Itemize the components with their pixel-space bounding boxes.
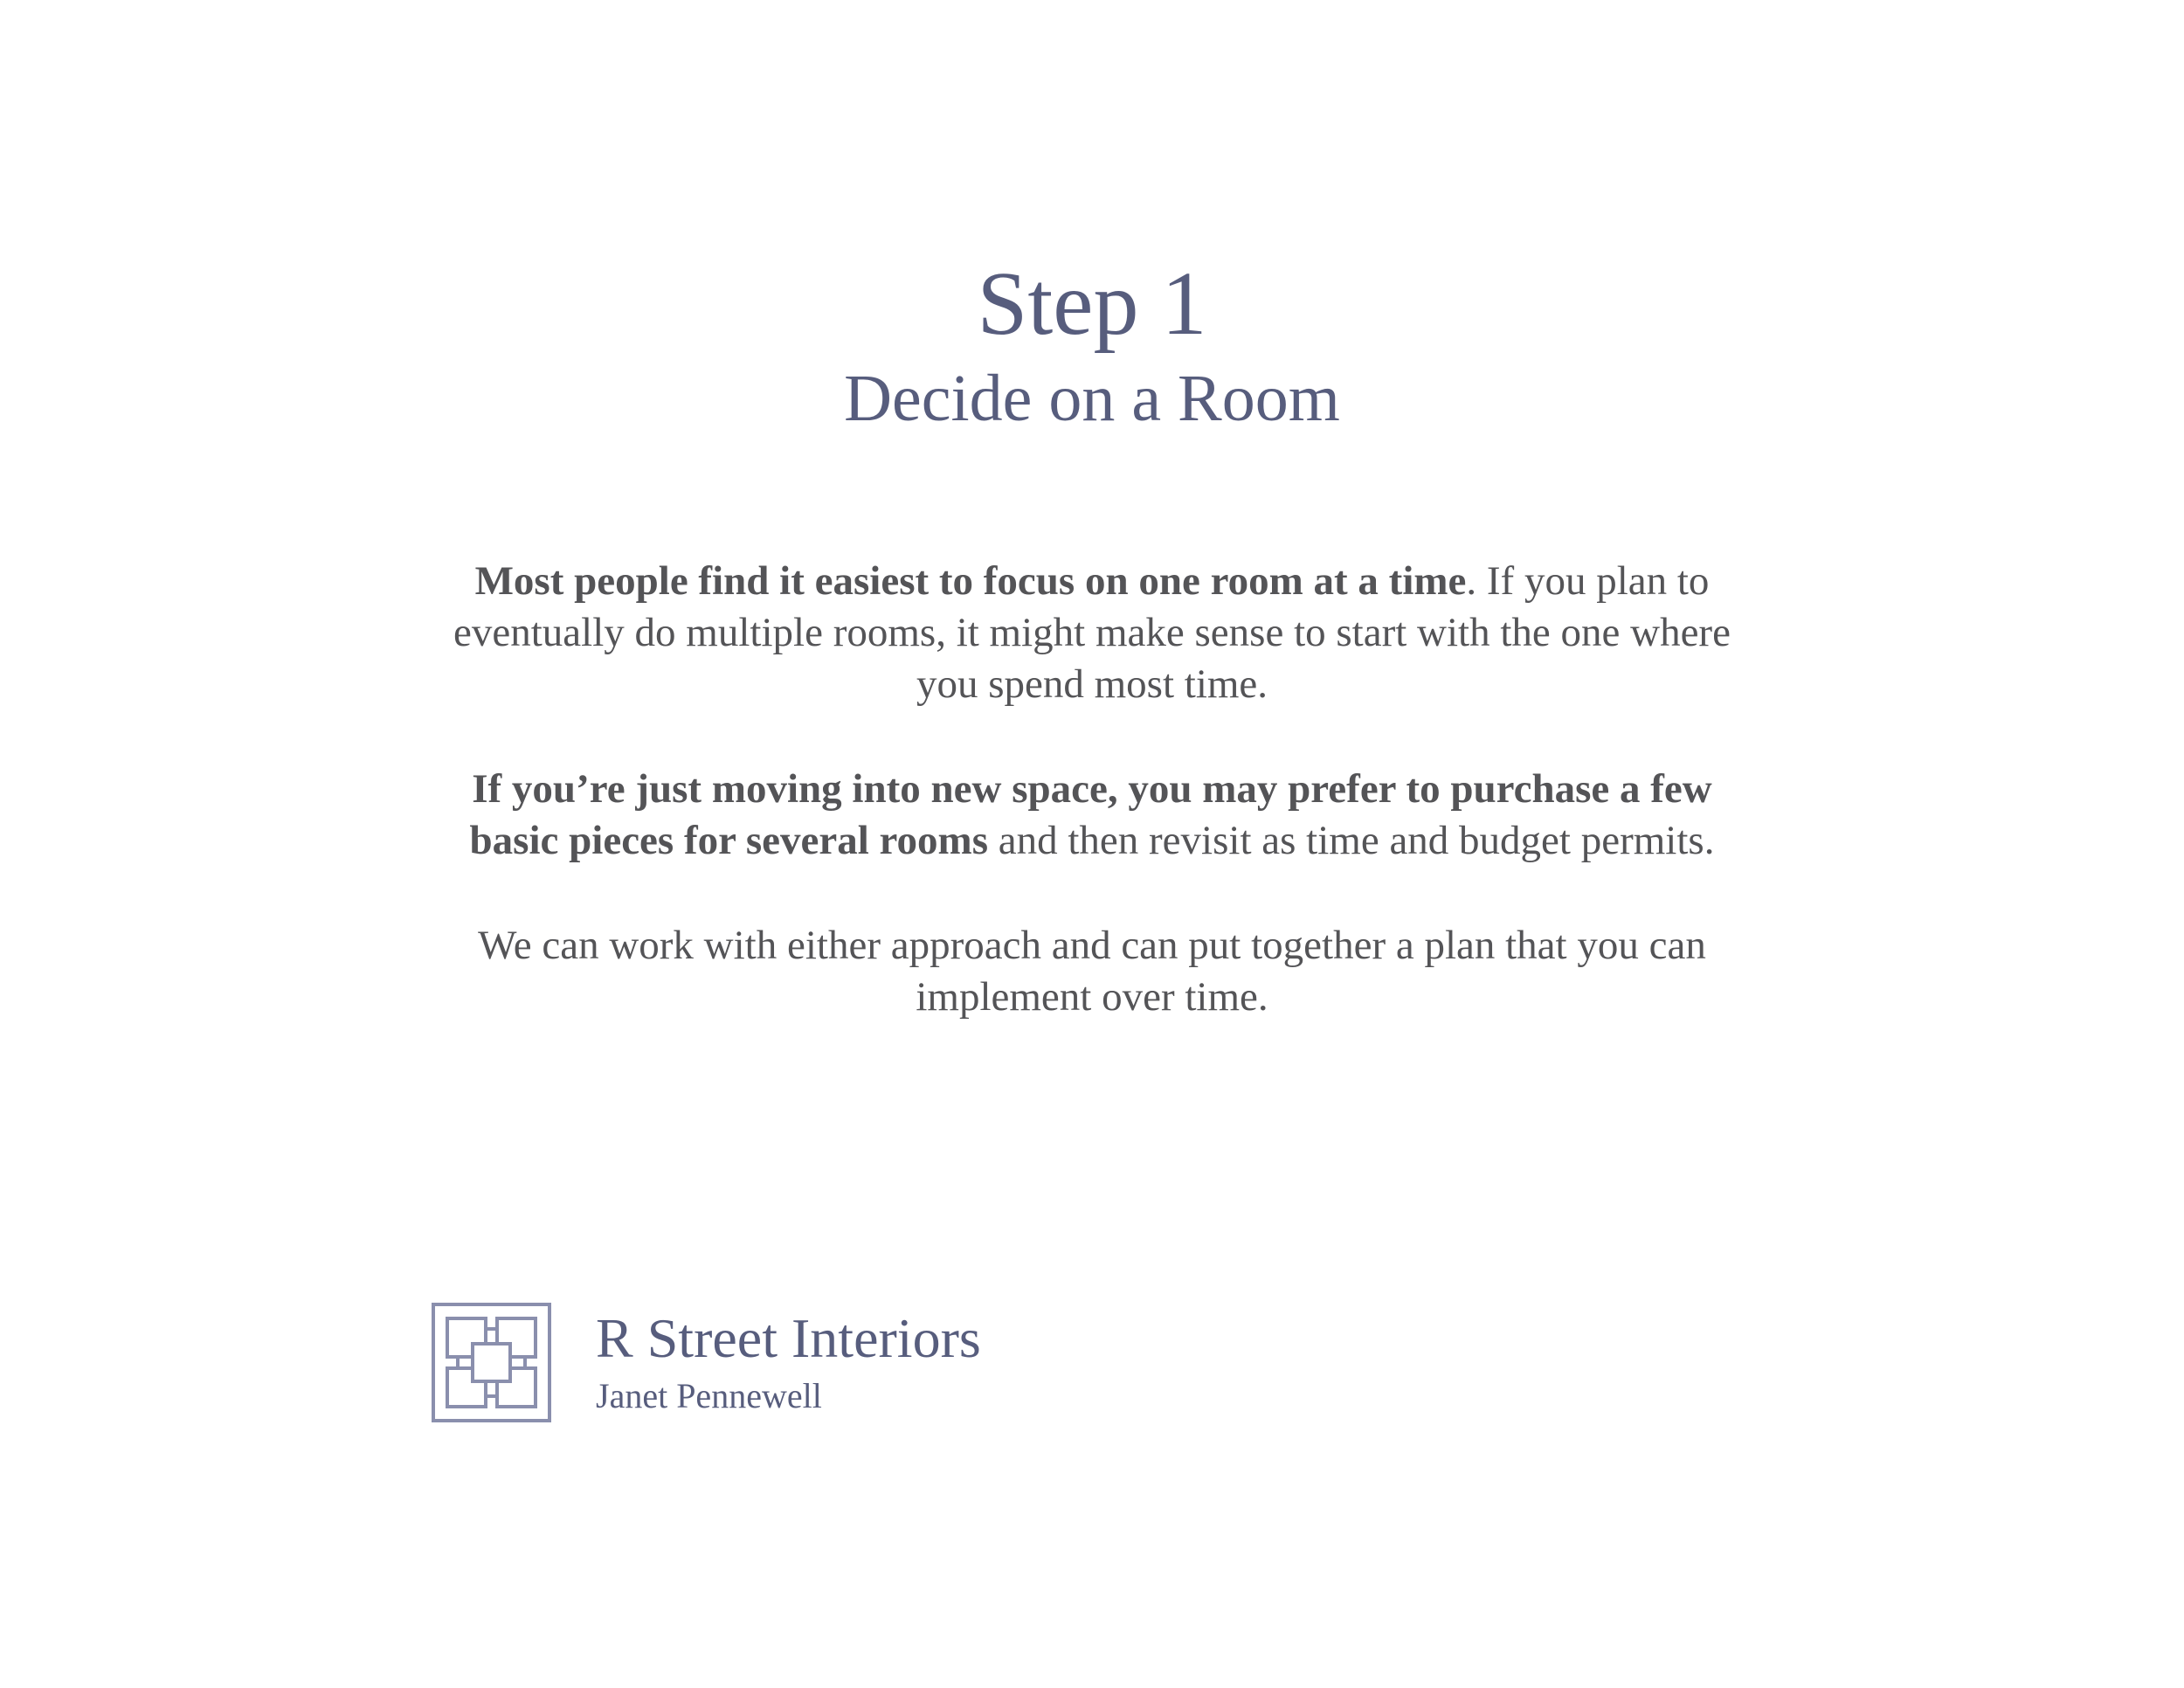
- paragraph-3: We can work with either approach and can put together a plan that you can implement over time.: [478, 923, 1706, 1020]
- paragraph-2: [428, 764, 1756, 867]
- brand-person: Janet Pennewell: [596, 1376, 822, 1415]
- interlocking-squares-logo-icon: [432, 1303, 551, 1422]
- paragraph-1-text: . If you plan to eventually do multiple rooms, it might make sense to start with the one where you spend most time.: [453, 558, 1731, 707]
- page-subtitle: Decide on a Room: [844, 362, 1340, 435]
- paragraph-1: [428, 556, 1756, 710]
- paragraph-2-text: and then revisit as time and budget permits.: [988, 818, 1715, 863]
- page-title: Step 1: [977, 253, 1207, 354]
- brand-name: R Street Interiors: [596, 1307, 981, 1369]
- paragraph-2-bold: If you’re just moving into new space, you may prefer to purchase a few basic pieces for several rooms: [469, 766, 1712, 863]
- paragraph-1-bold: Most people find it easiest to focus on one room at a time: [474, 558, 1467, 604]
- body-text: [428, 556, 1756, 1076]
